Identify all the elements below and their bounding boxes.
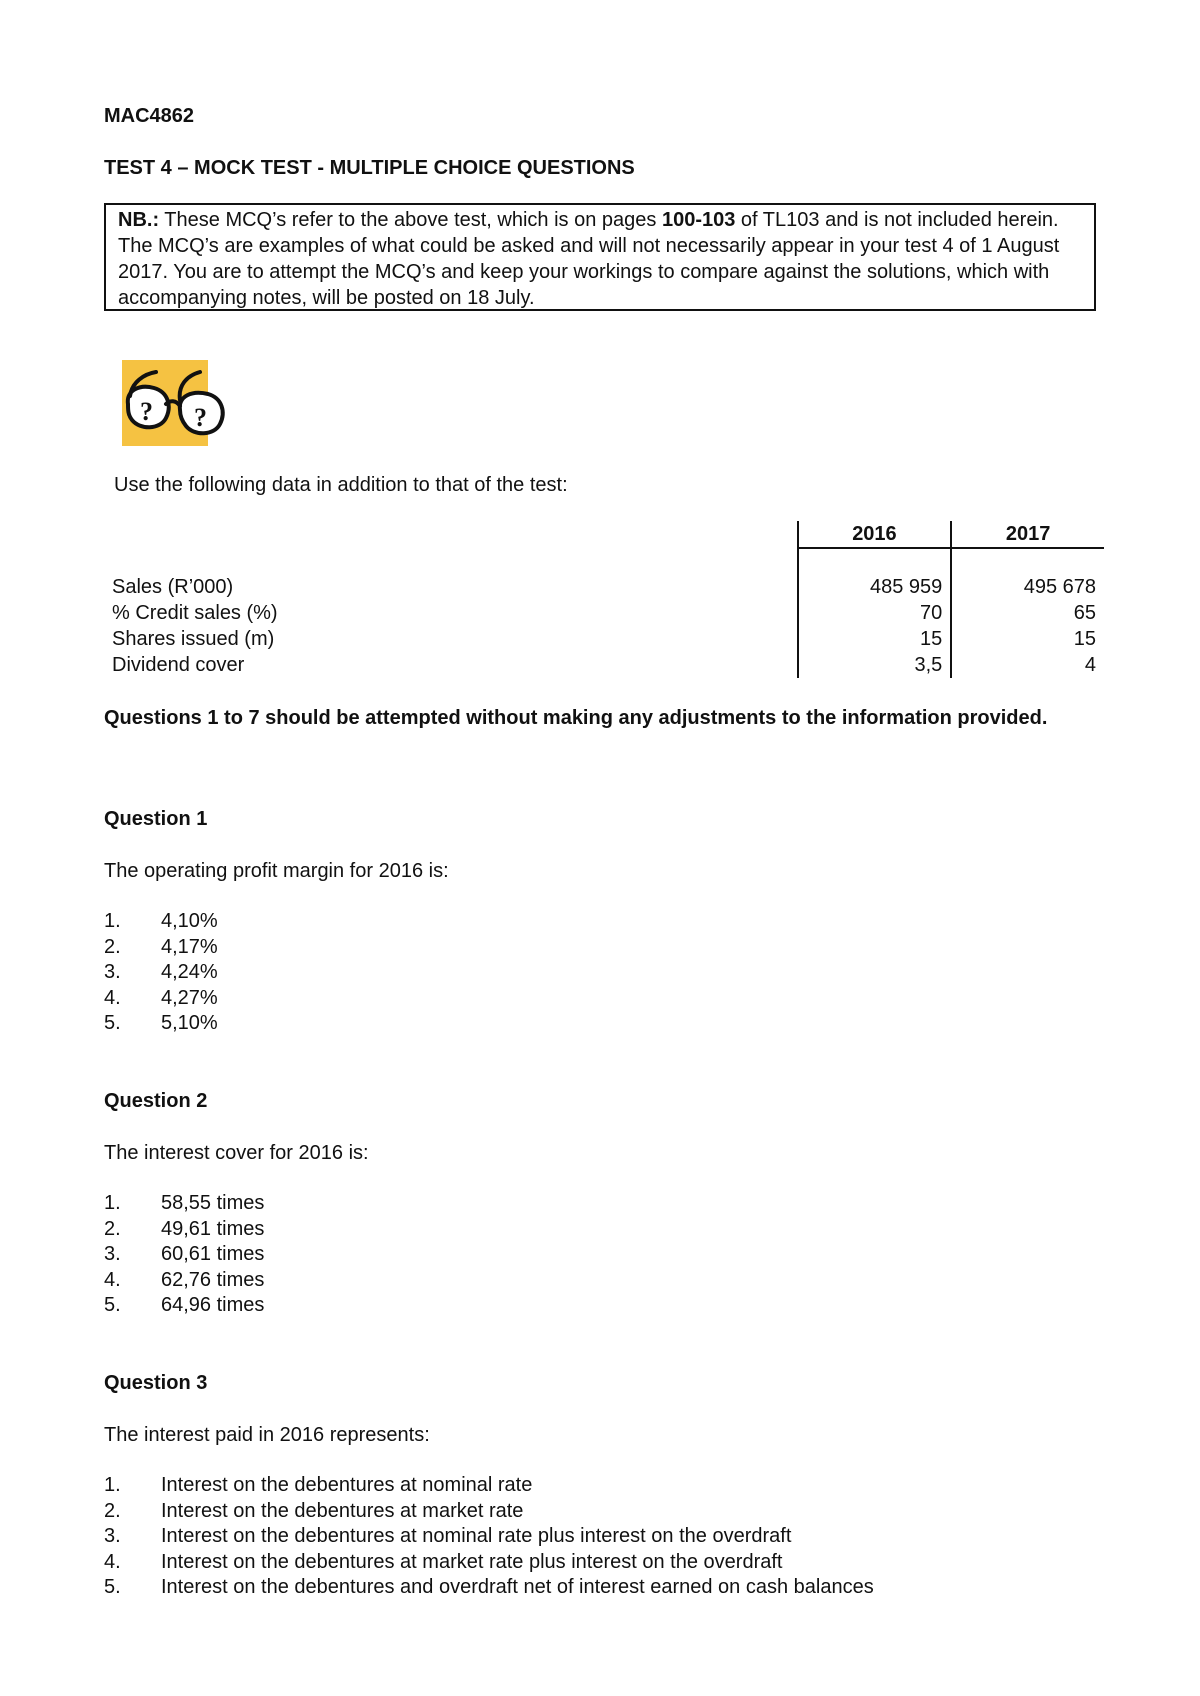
- question-1-text: The operating profit margin for 2016 is:: [104, 860, 449, 882]
- option-item: 3. Interest on the debentures at nominal rate plus interest on the overdraft: [104, 1525, 792, 1547]
- table-row: [104, 652, 1104, 678]
- table-header-2016: 2016: [798, 521, 952, 548]
- test-title: TEST 4 – MOCK TEST - MULTIPLE CHOICE QUESTIONS: [104, 157, 635, 179]
- row-value-2016: 70: [798, 600, 952, 626]
- question-2-options: [104, 1191, 264, 1319]
- intro-text: Use the following data in addition to that of the test:: [114, 474, 568, 496]
- row-value-2017: 65: [1073, 602, 1096, 624]
- option-item: 1. 4,10%: [104, 910, 218, 932]
- table-header-2017: 2017: [951, 521, 1104, 548]
- option-item: 2. Interest on the debentures at market rate: [104, 1499, 524, 1522]
- table-row: [104, 626, 1104, 652]
- row-value-2016: 15: [798, 626, 952, 652]
- question-1-heading: Question 1: [104, 808, 208, 830]
- data-table: [104, 521, 1104, 678]
- row-value-2016: 485 959: [798, 574, 952, 600]
- icon-glyph-left: ?: [140, 397, 153, 426]
- option-item: 4. 4,27%: [104, 986, 218, 1009]
- option-item: 2. 4,17%: [104, 935, 218, 958]
- instruction-text: Questions 1 to 7 should be attempted without making any adjustments to the information provided.: [104, 707, 1048, 729]
- question-2-heading: Question 2: [104, 1090, 208, 1112]
- course-code: MAC4862: [104, 105, 195, 127]
- question-2-text: The interest cover for 2016 is:: [104, 1142, 369, 1164]
- row-value-2017: 495 678: [1023, 576, 1096, 598]
- row-value-2017: 4: [1084, 654, 1096, 676]
- nb-text-1: These MCQ’s refer to the above test, which is on pages: [159, 209, 662, 231]
- table-row: [104, 600, 1104, 626]
- option-item: 2. 49,61 times: [104, 1217, 265, 1240]
- option-item: 4. 62,76 times: [104, 1268, 265, 1291]
- nb-pages: 100-103: [661, 209, 736, 231]
- icon-glyph-right: ?: [194, 403, 207, 432]
- question-3-heading: Question 3: [104, 1372, 208, 1394]
- row-label: % Credit sales (%): [104, 600, 798, 626]
- option-item: 1. 58,55 times: [104, 1192, 265, 1214]
- option-item: 1. Interest on the debentures at nominal rate: [104, 1474, 533, 1496]
- option-item: 5. 5,10%: [104, 1012, 218, 1034]
- option-item: 5. Interest on the debentures and overdraft net of interest earned on cash balances: [104, 1576, 874, 1598]
- question-glasses-icon: [122, 360, 232, 446]
- table-header-row: [104, 521, 1104, 548]
- nb-text-2: of TL103 and is not included herein. The MCQ’s are examples of what could be asked and will not necessarily appear in your test 4 of 1 August 2017. You are to attempt the MCQ’s and keep your workings to compare against the solutions, which with accompanying notes, will be posted on 18 July.: [118, 209, 1060, 309]
- row-value-2017: 15: [1073, 628, 1096, 650]
- row-label: Dividend cover: [104, 652, 798, 678]
- question-3-text: The interest paid in 2016 represents:: [104, 1424, 430, 1446]
- option-item: 3. 60,61 times: [104, 1243, 265, 1265]
- option-item: 3. 4,24%: [104, 961, 218, 983]
- table-spacer-row: [104, 548, 1104, 574]
- table-row: [104, 574, 1104, 600]
- option-item: 4. Interest on the debentures at market rate plus interest on the overdraft: [104, 1550, 783, 1573]
- nb-notice-box: [104, 203, 1096, 311]
- row-label: Shares issued (m): [104, 626, 798, 652]
- question-1-options: [104, 909, 218, 1037]
- option-item: 5. 64,96 times: [104, 1294, 265, 1316]
- question-3-options: [104, 1473, 874, 1601]
- nb-label: NB.:: [118, 209, 160, 231]
- row-value-2016: 3,5: [798, 652, 952, 678]
- row-label: Sales (R’000): [104, 574, 798, 600]
